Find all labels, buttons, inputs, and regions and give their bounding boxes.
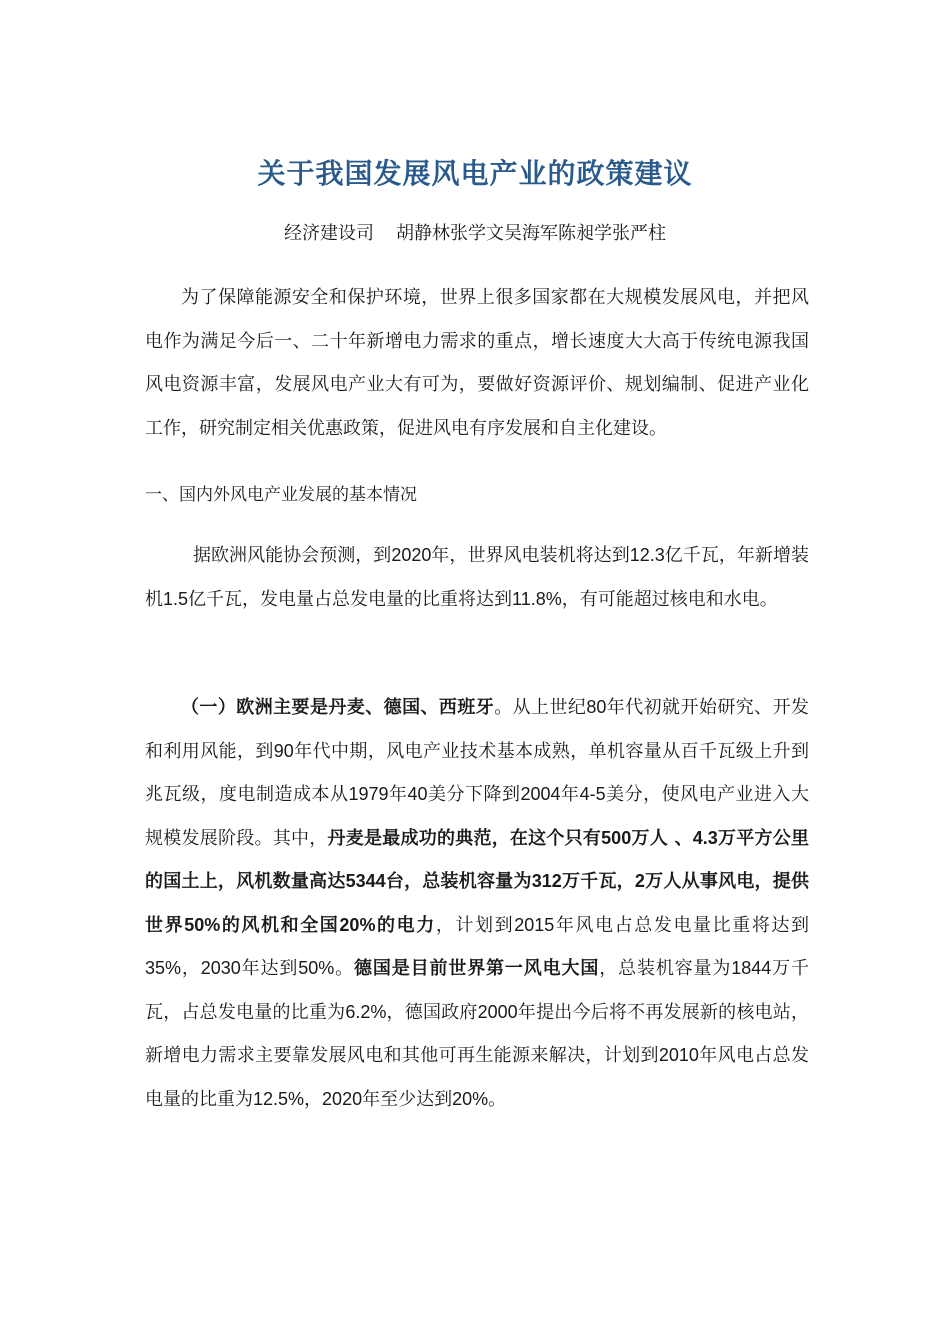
text-run: ，总装机容量为 bbox=[599, 958, 732, 979]
bold-number-run: 20% bbox=[339, 914, 376, 935]
bold-number-run: 4.3 bbox=[692, 827, 718, 848]
text-run: ， bbox=[304, 1088, 323, 1110]
text-run: 年代初就开始研究、开发和利用风能，到 bbox=[145, 697, 810, 762]
text-run: 。 bbox=[334, 958, 355, 979]
text-run: ，计划到 bbox=[435, 914, 515, 936]
bold-run: 万平方公里的国土上，风机数量高达 bbox=[145, 827, 809, 892]
bold-run: 德国是目前世界第一风电大国 bbox=[354, 958, 600, 979]
number-run: 1979 bbox=[348, 784, 389, 804]
text-run: ，德国政府 bbox=[386, 1001, 478, 1023]
text-run: 。 bbox=[488, 1088, 507, 1110]
text-run: 年 bbox=[560, 784, 580, 805]
text-run: 亿千瓦，发电量占总发电量的比重将达到 bbox=[188, 588, 513, 610]
number-run: 12.3 bbox=[629, 545, 665, 565]
bold-lead: （一）欧洲主要是丹麦、德国、西班牙 bbox=[181, 697, 495, 718]
bold-run: 丹麦是最成功的典范，在这个只有 bbox=[327, 827, 602, 849]
text-run: 据欧洲风能协会预测，到 bbox=[193, 545, 392, 566]
bold-run: 的电力 bbox=[375, 914, 436, 936]
number-run: 4-5 bbox=[579, 784, 606, 804]
number-run: 2030 bbox=[200, 958, 241, 978]
number-run: 2015 bbox=[514, 914, 555, 935]
number-run: 1.5 bbox=[163, 588, 189, 609]
text-run: 年风电占总发电量的比重为 bbox=[145, 1045, 809, 1110]
bold-number-run: 50% bbox=[184, 914, 221, 935]
number-run: 50% bbox=[298, 958, 335, 978]
bold-run: 万千瓦， bbox=[561, 871, 635, 892]
number-run: 6.2% bbox=[345, 1001, 387, 1022]
bold-number-run: 500 bbox=[601, 827, 632, 848]
bold-number-run: 5344 bbox=[345, 871, 386, 891]
number-run: 12.5% bbox=[253, 1088, 305, 1109]
text-run: 美分下降到 bbox=[427, 784, 521, 805]
europe-paragraph bbox=[145, 686, 809, 1121]
bold-run: 台，总装机容量为 bbox=[385, 871, 532, 892]
number-run: 11.8% bbox=[512, 588, 562, 609]
number-run: 90 bbox=[273, 740, 294, 761]
text-run: 年达到 bbox=[240, 958, 299, 979]
text-run: ，有可能超过核电和水电。 bbox=[561, 588, 778, 610]
forecast-paragraph bbox=[145, 534, 809, 621]
number-run: 80 bbox=[586, 697, 607, 717]
document-title: 关于我国发展风电产业的政策建议 bbox=[257, 157, 693, 190]
byline bbox=[0, 218, 950, 250]
text-run: 年，世界风电装机将达到 bbox=[431, 545, 630, 566]
bold-number-run: 2 bbox=[634, 871, 645, 891]
text-run: 年风电占总发电量比重将达到 bbox=[554, 914, 810, 936]
byline-department: 经济建设司 bbox=[284, 223, 374, 244]
number-run: 2020 bbox=[391, 545, 432, 565]
bold-number-run: 312 bbox=[531, 871, 562, 891]
number-run: 2004 bbox=[520, 784, 561, 804]
byline-authors: 胡静林张学文吴海军陈昶学张严柱 bbox=[396, 223, 666, 244]
bold-run: 的风机和全国 bbox=[220, 914, 340, 936]
section-heading: 一、国内外风电产业发展的基本情况 bbox=[145, 485, 417, 505]
number-run: 35% bbox=[145, 958, 182, 978]
text-run: 年提出今后将不再发展新的核电站，新增电力需求主要靠发展风电和其他可再生能源来解决，计划到 bbox=[145, 1001, 810, 1066]
text-run: 。从上世纪 bbox=[494, 697, 587, 718]
intro-paragraph: 为了保障能源安全和保护环境，世界上很多国家都在大规模发展风电，并把风电作为满足今后一、二十年新增电力需求的重点，增长速度大大高于传统电源我国风电资源丰富，发展风电产业大有可为，要做好资源评价、规划编制、促进产业化工作，研究制定相关优惠政策，促进风电有序发展和自主化建设。 bbox=[145, 287, 809, 439]
number-run: 40 bbox=[407, 784, 428, 804]
number-run: 2020 bbox=[322, 1088, 363, 1109]
number-run: 20% bbox=[452, 1088, 489, 1109]
text-run: ， bbox=[181, 958, 201, 979]
number-run: 2010 bbox=[658, 1045, 699, 1065]
text-run: 亿千瓦，年新增装机 bbox=[145, 545, 810, 610]
text-run: 美分，使风电产业进入大规模发展阶段。其中， bbox=[145, 784, 810, 849]
text-run: 年至少达到 bbox=[362, 1088, 453, 1110]
bold-run: 万人 、 bbox=[631, 827, 693, 849]
text-run: 万千瓦，占总发电量的比重为 bbox=[145, 958, 810, 1023]
text-run: 年 bbox=[388, 784, 408, 805]
text-run: 年代中期，风电产业技术基本成熟，单机容量从百千瓦级上升到兆瓦级，度电制造成本从 bbox=[145, 740, 810, 805]
number-run: 2000 bbox=[477, 1001, 518, 1022]
number-run: 1844 bbox=[731, 958, 772, 978]
bold-run: 万人从事风电，提供世界 bbox=[145, 871, 810, 936]
